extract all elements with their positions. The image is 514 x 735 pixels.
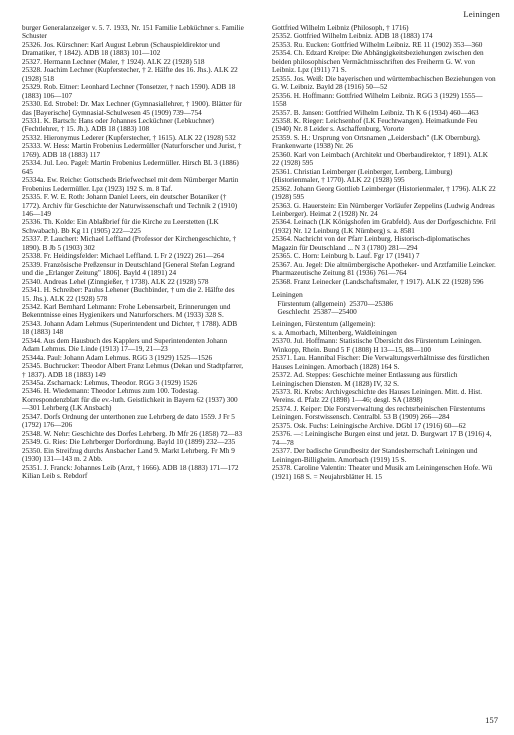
list-item: 25358. K. Rieger: Leichsenhof (LK Feuchtwangen). Heimatkunde Feu (1940) Nr. 8 Leider s. Aschaffenburg, Vororte xyxy=(272,116,478,134)
sub-label: Geschlecht xyxy=(277,307,310,316)
list-item: 25363. G. Hauerstein: Ein Nürnberger Vorläufer Zeppelins (Ludwig Andreas Leinberger). Heimat 2 (1928) Nr. 24 xyxy=(272,201,495,218)
list-item: 25364. Nachricht von der Pfarr Leinburg. Historisch-diplomatisches Magazin für Deutschland ... N 3 (1780) 281—294 xyxy=(272,235,470,252)
list-item: 25361. Christian Leimberger (Leinberger, Lemberg, Limburg) (Historienmaler, † 1770). ALK 22 (1928) 595 xyxy=(272,167,453,185)
sub-ref: 25387—25400 xyxy=(313,307,357,316)
list-item: 25336. Th. Kolde: Ein Ablaßbrief für die Kirche zu Leerstetten (LK Schwabach). Bb Kg 11 (1905) 222—225 xyxy=(22,218,219,235)
list-item: 25329. Rob. Eitner: Leonhard Lechner (Tonsetzer, † nach 1590). ADB 18 (1883) 106—107 xyxy=(22,83,236,100)
sub-ref: 25370—25386 xyxy=(349,299,393,308)
list-item: 25351. J. Franck: Johannes Leib (Arzt, † 1666). ADB 18 (1883) 171—172 xyxy=(22,463,239,472)
list-item: 25344a. Paul: Johann Adam Lehmus. RGG 3 (1929) 1525—1526 xyxy=(22,353,213,362)
list-item: 25348. W. Nehr: Geschichte des Dorfes Lehrberg. Jb Mfr 26 (1858) 72—83 xyxy=(22,429,243,438)
sub-entry xyxy=(272,300,496,308)
list-item: 25355. Jos. Weiß: Die bayerischen und württembachischen Beziehungen von G. W. Leibniz. Bayld 28 (1916) 50—52 xyxy=(272,74,496,92)
list-item: burger Generalanzeiger v. 5. 7. 1933, Nr. 151 Familie Lebküchner s. Familie Schuster xyxy=(22,24,244,41)
list-item: 25345. Buchrucker: Theodor Albert Franz Lehmus (Dekan und Stadtpfarrer, † 1837). ADB 18 (1883) 149 xyxy=(22,362,244,379)
list-item: 25332. Hieronymus Lederer (Kupferstecher, † 1615). ALK 22 (1928) 532 xyxy=(22,133,236,142)
list-item: 25342. Karl Bernhard Lehmann: Frohe Lebensarbeit, Erinnerungen und Bekenntnisse eines Hygienikers und Naturforschers. M (1933) 328 S. xyxy=(22,302,231,320)
list-item: 25345a. Zscharnack: Lehmus, Theodor. RGG 3 (1929) 1526 xyxy=(22,379,198,388)
list-item: 25340. Andreas Lehel (Zinngießer, † 1738). ALK 22 (1928) 578 xyxy=(22,277,209,286)
list-item: 25368. Franz Leinecker (Landschaftsmaler, † 1917). ALK 22 (1928) 596 xyxy=(272,277,484,286)
list-item: 25364. Leinach (LK Königshofen im Grabfeld). Aus der Dorfgeschichte. Fril (1932) Nr. 12 Leinburg (LK Nürnberg) s. a. 8581 xyxy=(272,218,496,235)
list-item: 25347. Dorfs Ordnung der unterthonen zue Lehrberg de dato 1559. J Fr 5 (1792) 176—206 xyxy=(22,412,235,430)
list-item: 25334a. Ew. Reiche: Gottscheds Briefwechsel mit dem Nürnberger Martin Frobenius Ledermüller. Lpz (1923) 192 S. m. 8 Taf. xyxy=(22,176,239,193)
list-item: 25331. K. Bartsch: Hans oder Johannes Lecküchner (Lebkuchner) (Fechtlehrer, † 15. Jh.). ADB 18 (1883) 108 xyxy=(22,116,214,134)
list-item: 25353. Ru. Eucken: Gottfried Wilhelm Leibniz. RE 11 (1902) 353—360 xyxy=(272,40,483,49)
running-head: Leiningen xyxy=(463,9,500,19)
sub-entry xyxy=(272,308,496,316)
list-item: 25360. Karl von Leimbach (Architekt und Oberbaudirektor, † 1891). ALK 22 (1928) 595 xyxy=(272,150,488,168)
list-item: 25339. Französische Preßzensur in Deutschland [General Stefan Legrand und die „Erlanger Zeitung" 1806]. Bayld 4 (1891) 24 xyxy=(22,260,235,278)
list-item: 25375. Osk. Fuchs: Leiningische Archive. DGbl 17 (1916) 60—62 xyxy=(272,421,466,430)
list-item: 25350. Ein Streifzug durchs Ansbacher Land 9. Markt Lehrberg. Fr Mh 9 (1930) 131—143 m. 2 Abb. xyxy=(22,446,235,464)
page-number: 157 xyxy=(485,715,498,725)
list-item: 25370. Jul. Hoffmann: Statistische Übersicht des Fürstentum Leiningen. Winkopp, Rhein. Bund 5 F (1808) H 13—15, 88—100 xyxy=(272,337,482,354)
list-item: 25330. Ed. Strobel: Dr. Max Lechner (Gymnasiallehrer, † 1900). Blätter für das [Bayerische] Gymnasial-Schulwesen 45 (1909) 739—754 xyxy=(22,100,242,117)
list-item: 25367. Au. Jegel: Die altnürnbergische Apotheker- und Arztfamilie Leincker. Pharmazeutische Zeitung 81 (1936) 761—764 xyxy=(272,260,496,278)
list-item: 25349. G. Ries: Die Lehrberger Dorfordnung. Bayld 10 (1899) 232—235 xyxy=(22,438,236,447)
list-item: 25346. H. Wiedemann: Theodor Lehmus zum 100. Todestag. Korrespondenzblatt für die ev.-luth. Geistlichkeit in Bayern 62 (1937) 300—301 Lehrberg (LK Ansbach) xyxy=(22,387,238,413)
list-item: 25326. Jos. Kürschner: Karl August Lebrun (Schauspieldirektor und Dramatiker, † 1842). ADB 18 (1883) 101—102 xyxy=(22,40,220,58)
list-item: 25344. Aus dem Hausbuch des Kapplers und Superintendenten Johann Adam Lehmus. Die Linde (1913) 17—19, 21—23 xyxy=(22,336,228,354)
see-also-note: s. a. Amorbach, Miltenberg, Waldleiningen xyxy=(272,328,397,337)
list-item: 25362. Johann Georg Gottlieb Leimberger (Historienmaler, † 1796). ALK 22 (1928) 595 xyxy=(272,184,496,202)
list-item: 25354. Ch. Edzard Kreipe: Die Abhängigkeitsbeziehungen zwischen den beiden philosophischen Vermächtnisschriften des Freiherrn G. W. von Leibniz. Lpz (1911) 71 S. xyxy=(272,49,484,75)
list-item: 25343. Johann Adam Lehmus (Superintendent und Dichter, † 1788). ADB 18 (1883) 148 xyxy=(22,319,238,337)
list-item: 25371. Lau. Hannibal Fischer: Die Verwaltungsverhältnisse des fürstlichen Hauses Leiningen. Amorbach (1828) 164 S. xyxy=(272,354,490,371)
list-item: 25337. P. Lauchert: Michael Leffland (Professor der Kirchengeschichte, † 1890). B Jb 5 (1903) 302 xyxy=(22,235,237,252)
list-item: 25327. Hermann Lechner (Maler, † 1924). ALK 22 (1928) 518 xyxy=(22,57,205,66)
list-item: 25359. S. H.: Ursprung von Ortsnamen „Leidersbach" (LK Obernburg). Frankenwarte (1938) Nr. 26 xyxy=(272,133,481,151)
list-item: 25377. Der badische Grundbesitz der Standesherrschaft Leiningen und Leiningen-Billigheim. Amorbach (1919) 15 S. xyxy=(272,447,478,464)
list-item: 25378. Caroline Valentin: Theater und Musik am Leiningenschen Hofe. Wü (1921) 168 S. = Neujahrsblätter H. 15 xyxy=(272,464,493,481)
list-item: 25328. Joachim Lechner (Kupferstecher, † 2. Hälfte des 16. Jhs.). ALK 22 (1928) 518 xyxy=(22,66,238,83)
left-column xyxy=(22,24,244,480)
list-item: 25365. C. Horn: Leinburg b. Lauf. Fgr 17 (1941) 7 xyxy=(272,252,420,261)
list-item: 25338. Fr. Heidingsfelder: Michael Leffland. L Fr 2 (1922) 261—264 xyxy=(22,252,225,261)
list-item: 25333. W. Hess: Martin Frobenius Ledermüller (Naturforscher und Jurist, † 1769). ADB 18 (1883) 117 xyxy=(22,142,242,159)
section-heading: Leiningen xyxy=(272,290,303,300)
list-item: 25372. Ad. Steppes: Geschichte meiner Entlassung aus fürstlich Leiningischen Diensten. M (1828) IV, 32 S. xyxy=(272,371,458,388)
list-item: Gottfried Wilhelm Leibniz (Philosoph, † 1716) xyxy=(272,24,409,32)
list-item: 25334. Jul. Leo. Pagel: Martin Frobenius Ledermüller. Hirsch BL 3 (1886) 645 xyxy=(22,159,239,176)
subsection-heading: Leiningen, Fürstentum (allgemein): xyxy=(272,320,376,329)
sub-label: Fürstentum (allgemein) xyxy=(277,299,346,308)
list-item: 25341. H. Schreiber: Paulus Lehener (Buchbinder, † um die 2. Hälfte des 15. Jhs.). ALK 22 (1928) 578 xyxy=(22,286,235,303)
list-item: 25335. F. W. E. Roth: Johann Daniel Leers, ein deutscher Botaniker († 1772). Archiv für Geschichte der Naturwissenschaft und Technik 2 (1910) 146—149 xyxy=(22,193,238,218)
list-item: 25352. Gottfried Wilhelm Leibniz. ADB 18 (1883) 174 xyxy=(272,32,433,41)
list-item: 25356. H. Hoffmann: Gottfried Wilhelm Leibniz. RGG 3 (1929) 1555—1558 xyxy=(272,91,483,109)
list-item: 25374. J. Keiper: Die Forstverwaltung des rechtsrheinischen Fürstentums Leiningen. Forstwissensch. Centralbl. 53 B (1909) 266—284 xyxy=(272,404,486,422)
list-item: Kilian Leib s. Rebdorf xyxy=(22,472,88,481)
list-item: 25376. —: Leiningische Burgen einst und jetzt. D. Burgwart 17 B (1916) 4, 74—78 xyxy=(272,430,492,447)
right-column xyxy=(272,24,496,481)
list-item: 25373. Ri. Krebs: Archivgeschichte des Hauses Leiningen. Mitt. d. Hist. Vereins. d. Pfalz 22 (1898) 1—46; desgl. SA (1898) xyxy=(272,388,483,405)
list-item: 25357. B. Jansen: Gottfried Wilhelm Leibniz. Th K 6 (1934) 460—463 xyxy=(272,108,479,117)
